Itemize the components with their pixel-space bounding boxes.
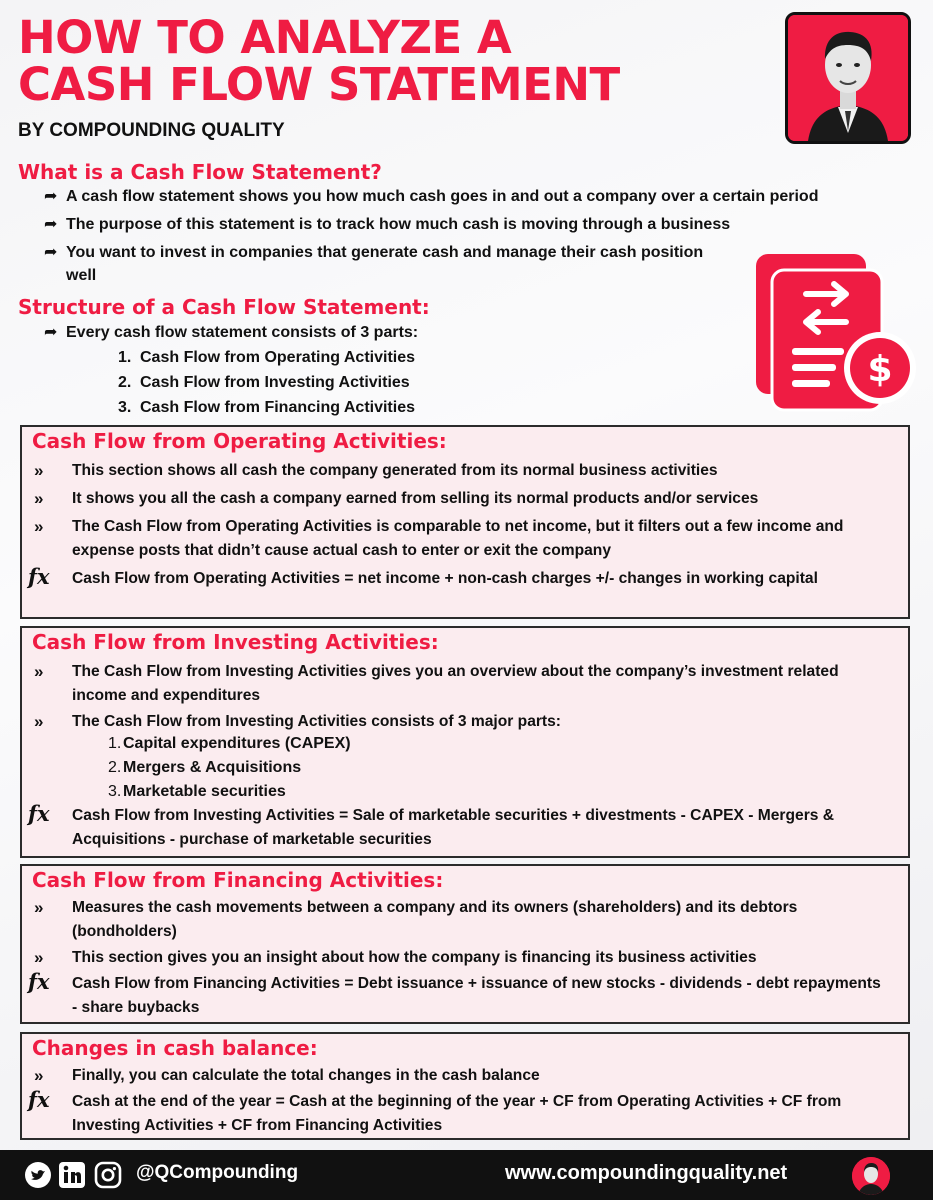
operating-formula: fx Cash Flow from Operating Activities = net income + non-cash charges +/- changes in working capital xyxy=(28,564,818,589)
svg-text:$: $ xyxy=(867,349,893,390)
what-heading: What is a Cash Flow Statement? xyxy=(18,160,382,184)
financing-formula: fx Cash Flow from Financing Activities = Debt issuance + issuance of new stocks - dividends - debt repayments - share buybacks xyxy=(28,969,881,1016)
investing-bullet: » The Cash Flow from Investing Activities consists of 3 major parts: xyxy=(34,710,896,734)
operating-bullet: » This section shows all cash the company generated from its normal business activities xyxy=(34,459,896,483)
function-icon: fx xyxy=(28,969,50,994)
changes-heading: Changes in cash balance: xyxy=(32,1036,318,1060)
curved-arrow-icon: ➦ xyxy=(44,216,58,233)
investing-heading: Cash Flow from Investing Activities: xyxy=(32,630,439,654)
function-icon: fx xyxy=(28,564,50,589)
what-bullet: ➦ A cash flow statement shows you how much cash goes in and out a company over a certain period xyxy=(44,185,924,208)
linkedin-icon[interactable] xyxy=(58,1161,86,1189)
financing-bullet: » Measures the cash movements between a company and its owners (shareholders) and its debtors (bondholders) xyxy=(34,898,798,940)
chevron-icon: » xyxy=(34,517,44,536)
structure-item: 3. Cash Flow from Financing Activities xyxy=(118,399,415,416)
chevron-icon: » xyxy=(34,898,44,917)
what-bullet: ➦ You want to invest in companies that generate cash and manage their cash position well xyxy=(44,241,734,287)
changes-box xyxy=(20,1032,910,1140)
instagram-icon[interactable] xyxy=(94,1161,122,1189)
website-link[interactable]: www.compoundingquality.net xyxy=(505,1162,788,1184)
structure-item: 2. Cash Flow from Investing Activities xyxy=(118,374,410,391)
chevron-icon: » xyxy=(34,1066,44,1085)
footer xyxy=(0,1150,933,1200)
investing-box xyxy=(20,626,910,858)
operating-box xyxy=(20,425,910,619)
investing-part: 3. Marketable securities xyxy=(108,783,286,800)
byline: BY COMPOUNDING QUALITY xyxy=(18,120,285,141)
title-line-2: CASH FLOW STATEMENT xyxy=(18,58,620,111)
chevron-icon: » xyxy=(34,948,44,967)
author-portrait xyxy=(785,12,911,144)
cash-flow-document-icon xyxy=(748,250,920,420)
investing-part: 2. Mergers & Acquisitions xyxy=(108,759,302,776)
page-title xyxy=(18,11,620,111)
title-line-1: HOW TO ANALYZE A xyxy=(18,11,512,64)
curved-arrow-icon: ➦ xyxy=(44,324,58,341)
operating-bullet: » It shows you all the cash a company earned from selling its normal products and/or services xyxy=(34,487,896,511)
financing-box xyxy=(20,864,910,1024)
changes-formula: fx Cash at the end of the year = Cash at the beginning of the year + CF from Operating Activities + CF from Investing Activities + CF from Financing Activities xyxy=(28,1087,842,1134)
structure-heading: Structure of a Cash Flow Statement: xyxy=(18,295,430,319)
operating-bullet: » The Cash Flow from Operating Activities is comparable to net income, but it filters out a few income and expense posts that didn’t cause actual cash to enter or exit the company xyxy=(34,517,844,559)
curved-arrow-icon: ➦ xyxy=(44,244,58,261)
financing-bullet: » This section gives you an insight about how the company is financing its business activities xyxy=(34,946,896,970)
what-bullet: ➦ The purpose of this statement is to track how much cash is moving through a business xyxy=(44,213,924,236)
structure-intro: ➦ Every cash flow statement consists of 3 parts: xyxy=(44,321,644,344)
function-icon: fx xyxy=(28,1087,50,1112)
changes-bullet: » Finally, you can calculate the total changes in the cash balance xyxy=(34,1064,896,1088)
social-handle[interactable]: @QCompounding xyxy=(136,1162,299,1183)
financing-heading: Cash Flow from Financing Activities: xyxy=(32,868,444,892)
operating-heading: Cash Flow from Operating Activities: xyxy=(32,429,447,453)
avatar xyxy=(852,1157,890,1195)
investing-formula: fx Cash Flow from Investing Activities = Sale of marketable securities + divestments - CAPEX - Mergers & Acquisitions - purchase of marketable securities xyxy=(28,801,835,848)
curved-arrow-icon: ➦ xyxy=(44,188,58,205)
structure-item: 1. Cash Flow from Operating Activities xyxy=(118,349,416,366)
investing-part: 1. Capital expenditures (CAPEX) xyxy=(108,735,351,752)
portrait-illustration xyxy=(788,15,908,141)
chevron-icon: » xyxy=(34,489,44,508)
function-icon: fx xyxy=(28,801,50,826)
chevron-icon: » xyxy=(34,662,44,681)
twitter-icon[interactable] xyxy=(24,1161,52,1189)
chevron-icon: » xyxy=(34,712,44,731)
investing-bullet: » The Cash Flow from Investing Activities gives you an overview about the company’s investment related income and expenditures xyxy=(34,662,839,704)
chevron-icon: » xyxy=(34,461,44,480)
